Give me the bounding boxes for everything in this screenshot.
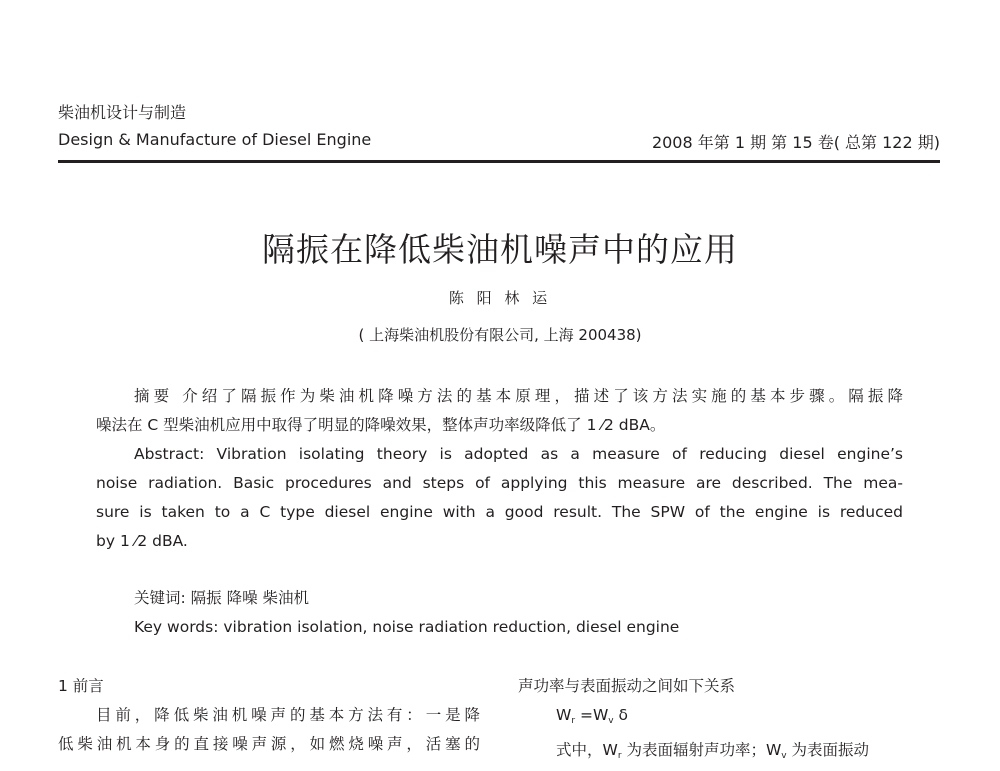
section-heading: 1 前言 [58, 677, 104, 695]
header-rule [58, 160, 940, 163]
abstract-english [96, 440, 903, 556]
text-run: 式中，W [556, 741, 618, 759]
article-authors: 陈 阳 林 运 [448, 289, 552, 307]
abstract-english-line: noise radiation. Basic procedures and steps of applying this measure are described. The mea- [96, 474, 903, 492]
keywords-english: Key words: vibration isolation, noise radiation reduction, diesel engine [134, 618, 680, 636]
abstract-chinese [96, 382, 903, 440]
abstract-english-line: sure is taken to a C type diesel engine with a good result. The SPW of the engine is reduced [96, 503, 903, 521]
abstract-english-line: by 1 ⁄2 dBA. [96, 532, 188, 550]
section-paragraph [58, 701, 480, 759]
text-run: 为表面辐射声功率；W [621, 741, 782, 759]
right-column [518, 672, 940, 771]
journal-name-english: Design & Manufacture of Diesel Engine [58, 130, 372, 149]
abstract-english-line: Abstract: Vibration isolating theory is adopted as a measure of reducing diesel engine’s [134, 445, 903, 463]
paragraph-line: 声功率与表面振动之间如下关系 [518, 677, 736, 695]
formula [518, 701, 940, 736]
formula-subscript: r [571, 716, 576, 726]
formula-symbol: =W [575, 706, 609, 724]
formula-subscript: v [781, 751, 787, 761]
paragraph-line: 低柴油机本身的直接噪声源，如燃烧噪声，活塞的 [58, 735, 480, 753]
article-title: 隔振在降低柴油机噪声中的应用 [262, 230, 738, 269]
article-affiliation: ( 上海柴油机股份有限公司, 上海 200438) [358, 326, 642, 344]
formula-symbol: W [556, 706, 572, 724]
formula-subscript: r [617, 751, 622, 761]
abstract-chinese-line: 噪法在 C 型柴油机应用中取得了明显的降噪效果，整体声功率级降低了 1 ⁄2 dBA。 [96, 416, 666, 434]
keywords-chinese: 关键词: 隔振 降噪 柴油机 [134, 589, 310, 607]
journal-name-chinese: 柴油机设计与制造 [58, 103, 187, 122]
text-run: 为表面振动 [786, 741, 870, 759]
paragraph-line: 目前，降低柴油机噪声的基本方法有：一是降 [96, 706, 480, 724]
formula-symbol: δ [613, 706, 629, 724]
formula-subscript: v [608, 716, 614, 726]
abstract-chinese-line: 摘要 介绍了隔振作为柴油机降噪方法的基本原理，描述了该方法实施的基本步骤。隔振降 [134, 387, 903, 405]
issue-info: 2008 年第 1 期 第 15 卷( 总第 122 期) [651, 133, 940, 152]
paragraph-line [518, 736, 940, 771]
